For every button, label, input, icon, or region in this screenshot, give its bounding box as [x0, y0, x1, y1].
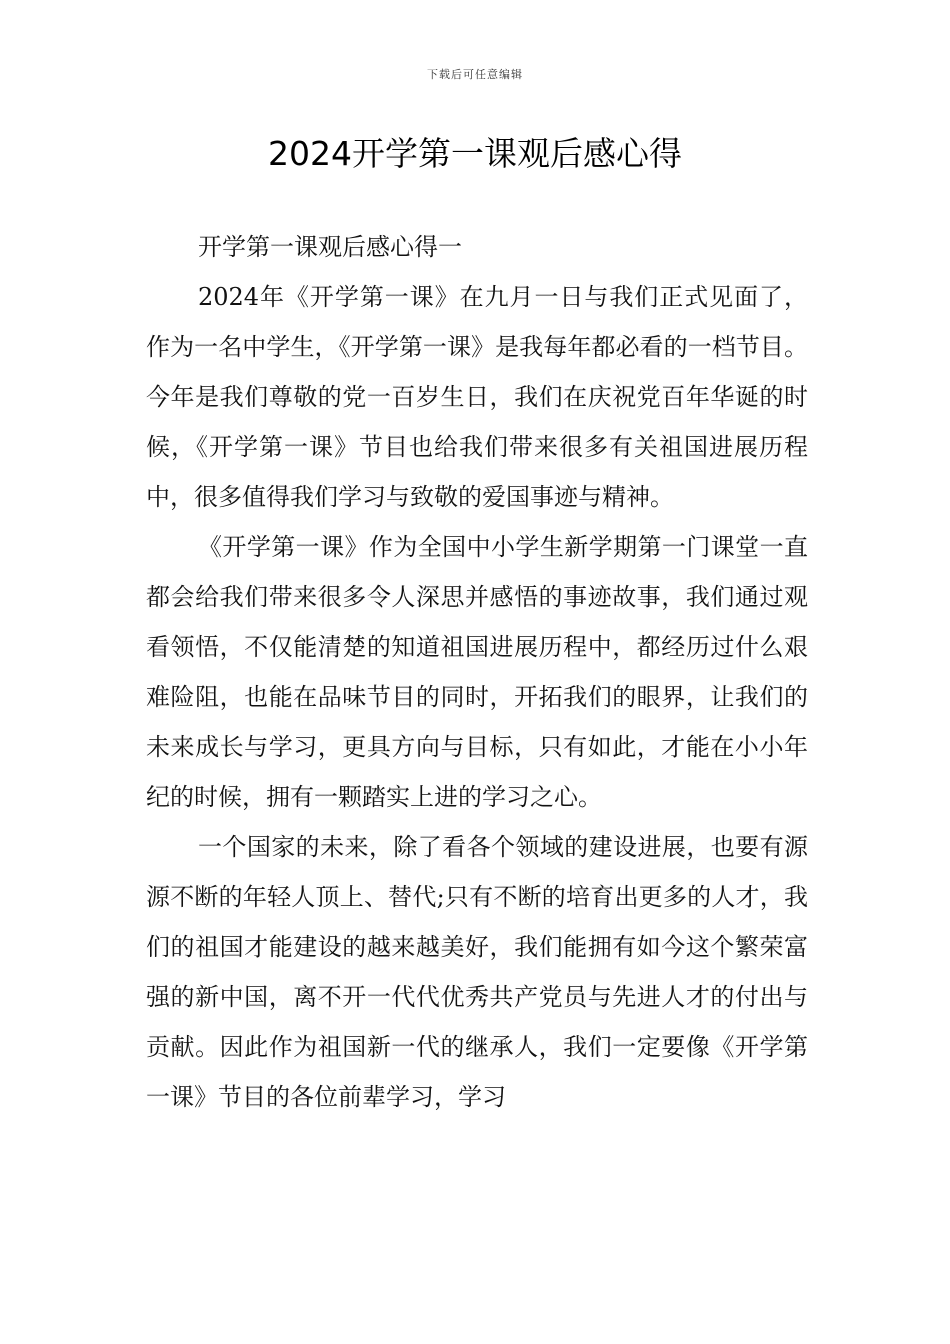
document-body [146, 222, 808, 1122]
paragraph-2: 《开学第一课》作为全国中小学生新学期第一门课堂一直都会给我们带来很多令人深思并感悟的事迹故事，我们通过观看领悟，不仅能清楚的知道祖国进展历程中，都经历过什么艰难险阻，也能在品味节目的同时，开拓我们的眼界，让我们的未来成长与学习，更具方向与目标，只有如此，才能在小小年纪的时候，拥有一颗踏实上进的学习之心。 [146, 533, 808, 811]
section-heading: 开学第一课观后感心得一 [198, 233, 462, 261]
header-note: 下载后可任意编辑 [427, 68, 523, 81]
paragraph-1: 2024年《开学第一课》在九月一日与我们正式见面了，作为一名中学生，《开学第一课》是我每年都必看的一档节目。今年是我们尊敬的党一百岁生日，我们在庆祝党百年华诞的时候，《开学第一课》节目也给我们带来很多有关祖国进展历程中，很多值得我们学习与致敬的爱国事迹与精神。 [146, 283, 808, 511]
paragraph-3: 一个国家的未来，除了看各个领域的建设进展，也要有源源不断的年轻人顶上、替代;只有不断的培育出更多的人才，我们的祖国才能建设的越来越美好，我们能拥有如今这个繁荣富强的新中国，离不开一代代优秀共产党员与先进人才的付出与贡献。因此作为祖国新一代的继承人，我们一定要像《开学第一课》节目的各位前辈学习，学习 [146, 833, 808, 1111]
document-title: 2024开学第一课观后感心得 [268, 134, 682, 173]
